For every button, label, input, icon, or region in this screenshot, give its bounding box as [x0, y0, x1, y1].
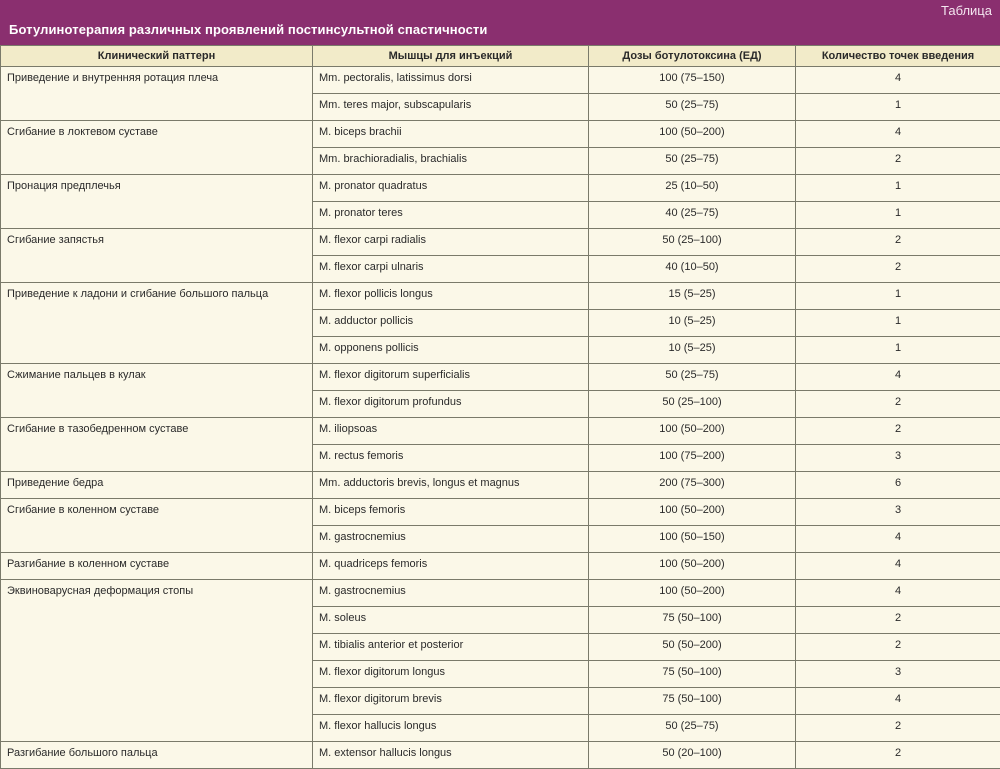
cell-dose: 75 (50–100): [589, 661, 796, 688]
cell-muscle: M. biceps brachii: [313, 121, 589, 148]
cell-points: 2: [796, 391, 1000, 418]
cell-points: 4: [796, 688, 1000, 715]
cell-muscle: Mm. brachioradialis, brachialis: [313, 148, 589, 175]
table-row: [1, 175, 1000, 202]
cell-points: 4: [796, 526, 1000, 553]
table-row: [1, 229, 1000, 256]
cell-muscle: M. iliopsoas: [313, 418, 589, 445]
cell-muscle: M. flexor carpi ulnaris: [313, 256, 589, 283]
cell-muscle: M. gastrocnemius: [313, 580, 589, 607]
column-header-row: [1, 46, 1000, 67]
table-body: [1, 67, 1000, 769]
cell-muscle: Mm. teres major, subscapularis: [313, 94, 589, 121]
cell-clinical-pattern: Сгибание запястья: [1, 229, 313, 283]
column-header-pattern: Клинический паттерн: [1, 46, 313, 67]
cell-muscle: Mm. adductoris brevis, longus et magnus: [313, 472, 589, 499]
cell-dose: 15 (5–25): [589, 283, 796, 310]
cell-points: 6: [796, 472, 1000, 499]
botulinum-table: [0, 45, 1000, 769]
cell-dose: 10 (5–25): [589, 337, 796, 364]
table-row: [1, 364, 1000, 391]
cell-dose: 100 (75–150): [589, 67, 796, 94]
cell-muscle: M. flexor carpi radialis: [313, 229, 589, 256]
cell-dose: 10 (5–25): [589, 310, 796, 337]
cell-dose: 50 (25–75): [589, 94, 796, 121]
cell-dose: 50 (25–75): [589, 148, 796, 175]
cell-dose: 25 (10–50): [589, 175, 796, 202]
cell-points: 2: [796, 418, 1000, 445]
cell-muscle: M. opponens pollicis: [313, 337, 589, 364]
cell-clinical-pattern: Пронация предплечья: [1, 175, 313, 229]
cell-dose: 100 (50–200): [589, 499, 796, 526]
cell-dose: 50 (50–200): [589, 634, 796, 661]
cell-muscle: M. pronator teres: [313, 202, 589, 229]
table-row: [1, 283, 1000, 310]
cell-dose: 100 (50–200): [589, 580, 796, 607]
cell-points: 1: [796, 283, 1000, 310]
cell-dose: 75 (50–100): [589, 688, 796, 715]
cell-dose: 50 (25–75): [589, 715, 796, 742]
table-row: [1, 580, 1000, 607]
column-header-dose: Дозы ботулотоксина (ЕД): [589, 46, 796, 67]
cell-muscle: M. flexor digitorum profundus: [313, 391, 589, 418]
cell-dose: 75 (50–100): [589, 607, 796, 634]
column-header-muscles: Мышцы для инъекций: [313, 46, 589, 67]
column-header-points: Количество точек введения: [796, 46, 1000, 67]
cell-points: 2: [796, 715, 1000, 742]
cell-dose: 100 (50–200): [589, 553, 796, 580]
cell-points: 2: [796, 607, 1000, 634]
cell-muscle: M. rectus femoris: [313, 445, 589, 472]
cell-muscle: M. flexor digitorum superficialis: [313, 364, 589, 391]
cell-points: 3: [796, 445, 1000, 472]
table-row: [1, 472, 1000, 499]
cell-muscle: M. flexor digitorum longus: [313, 661, 589, 688]
cell-muscle: M. quadriceps femoris: [313, 553, 589, 580]
cell-dose: 200 (75–300): [589, 472, 796, 499]
table-title: Ботулинотерапия различных проявлений постинсультной спастичности: [9, 22, 487, 37]
cell-points: 3: [796, 661, 1000, 688]
cell-muscle: M. adductor pollicis: [313, 310, 589, 337]
cell-clinical-pattern: Сжимание пальцев в кулак: [1, 364, 313, 418]
cell-points: 2: [796, 229, 1000, 256]
cell-clinical-pattern: Разгибание большого пальца: [1, 742, 313, 769]
cell-points: 1: [796, 175, 1000, 202]
cell-muscle: M. tibialis anterior et posterior: [313, 634, 589, 661]
cell-clinical-pattern: Сгибание в коленном суставе: [1, 499, 313, 553]
table-row: [1, 418, 1000, 445]
cell-dose: 50 (25–100): [589, 391, 796, 418]
cell-dose: 50 (25–100): [589, 229, 796, 256]
cell-clinical-pattern: Приведение к ладони и сгибание большого пальца: [1, 283, 313, 364]
table-row: [1, 553, 1000, 580]
cell-points: 1: [796, 337, 1000, 364]
cell-dose: 50 (20–100): [589, 742, 796, 769]
cell-muscle: M. soleus: [313, 607, 589, 634]
cell-points: 4: [796, 364, 1000, 391]
cell-points: 4: [796, 553, 1000, 580]
table-row: [1, 121, 1000, 148]
cell-points: 1: [796, 94, 1000, 121]
cell-dose: 100 (75–200): [589, 445, 796, 472]
cell-points: 2: [796, 148, 1000, 175]
cell-points: 4: [796, 580, 1000, 607]
cell-points: 3: [796, 499, 1000, 526]
cell-muscle: Mm. pectoralis, latissimus dorsi: [313, 67, 589, 94]
cell-clinical-pattern: Эквиноварусная деформация стопы: [1, 580, 313, 742]
cell-muscle: M. flexor hallucis longus: [313, 715, 589, 742]
cell-dose: 50 (25–75): [589, 364, 796, 391]
cell-clinical-pattern: Приведение и внутренняя ротация плеча: [1, 67, 313, 121]
cell-dose: 40 (25–75): [589, 202, 796, 229]
cell-muscle: M. pronator quadratus: [313, 175, 589, 202]
table-row: [1, 742, 1000, 769]
cell-clinical-pattern: Сгибание в локтевом суставе: [1, 121, 313, 175]
table-row: [1, 499, 1000, 526]
cell-dose: 100 (50–150): [589, 526, 796, 553]
cell-points: 4: [796, 121, 1000, 148]
cell-muscle: M. flexor digitorum brevis: [313, 688, 589, 715]
cell-muscle: M. biceps femoris: [313, 499, 589, 526]
cell-clinical-pattern: Сгибание в тазобедренном суставе: [1, 418, 313, 472]
table-tag: Таблица: [941, 3, 992, 18]
table-header-bar: [0, 0, 1000, 45]
cell-muscle: M. gastrocnemius: [313, 526, 589, 553]
cell-points: 1: [796, 310, 1000, 337]
table-row: [1, 67, 1000, 94]
cell-points: 2: [796, 256, 1000, 283]
cell-points: 2: [796, 742, 1000, 769]
cell-dose: 100 (50–200): [589, 418, 796, 445]
cell-muscle: M. flexor pollicis longus: [313, 283, 589, 310]
cell-muscle: M. extensor hallucis longus: [313, 742, 589, 769]
cell-points: 1: [796, 202, 1000, 229]
cell-clinical-pattern: Разгибание в коленном суставе: [1, 553, 313, 580]
cell-points: 4: [796, 67, 1000, 94]
cell-points: 2: [796, 634, 1000, 661]
cell-dose: 100 (50–200): [589, 121, 796, 148]
cell-dose: 40 (10–50): [589, 256, 796, 283]
cell-clinical-pattern: Приведение бедра: [1, 472, 313, 499]
